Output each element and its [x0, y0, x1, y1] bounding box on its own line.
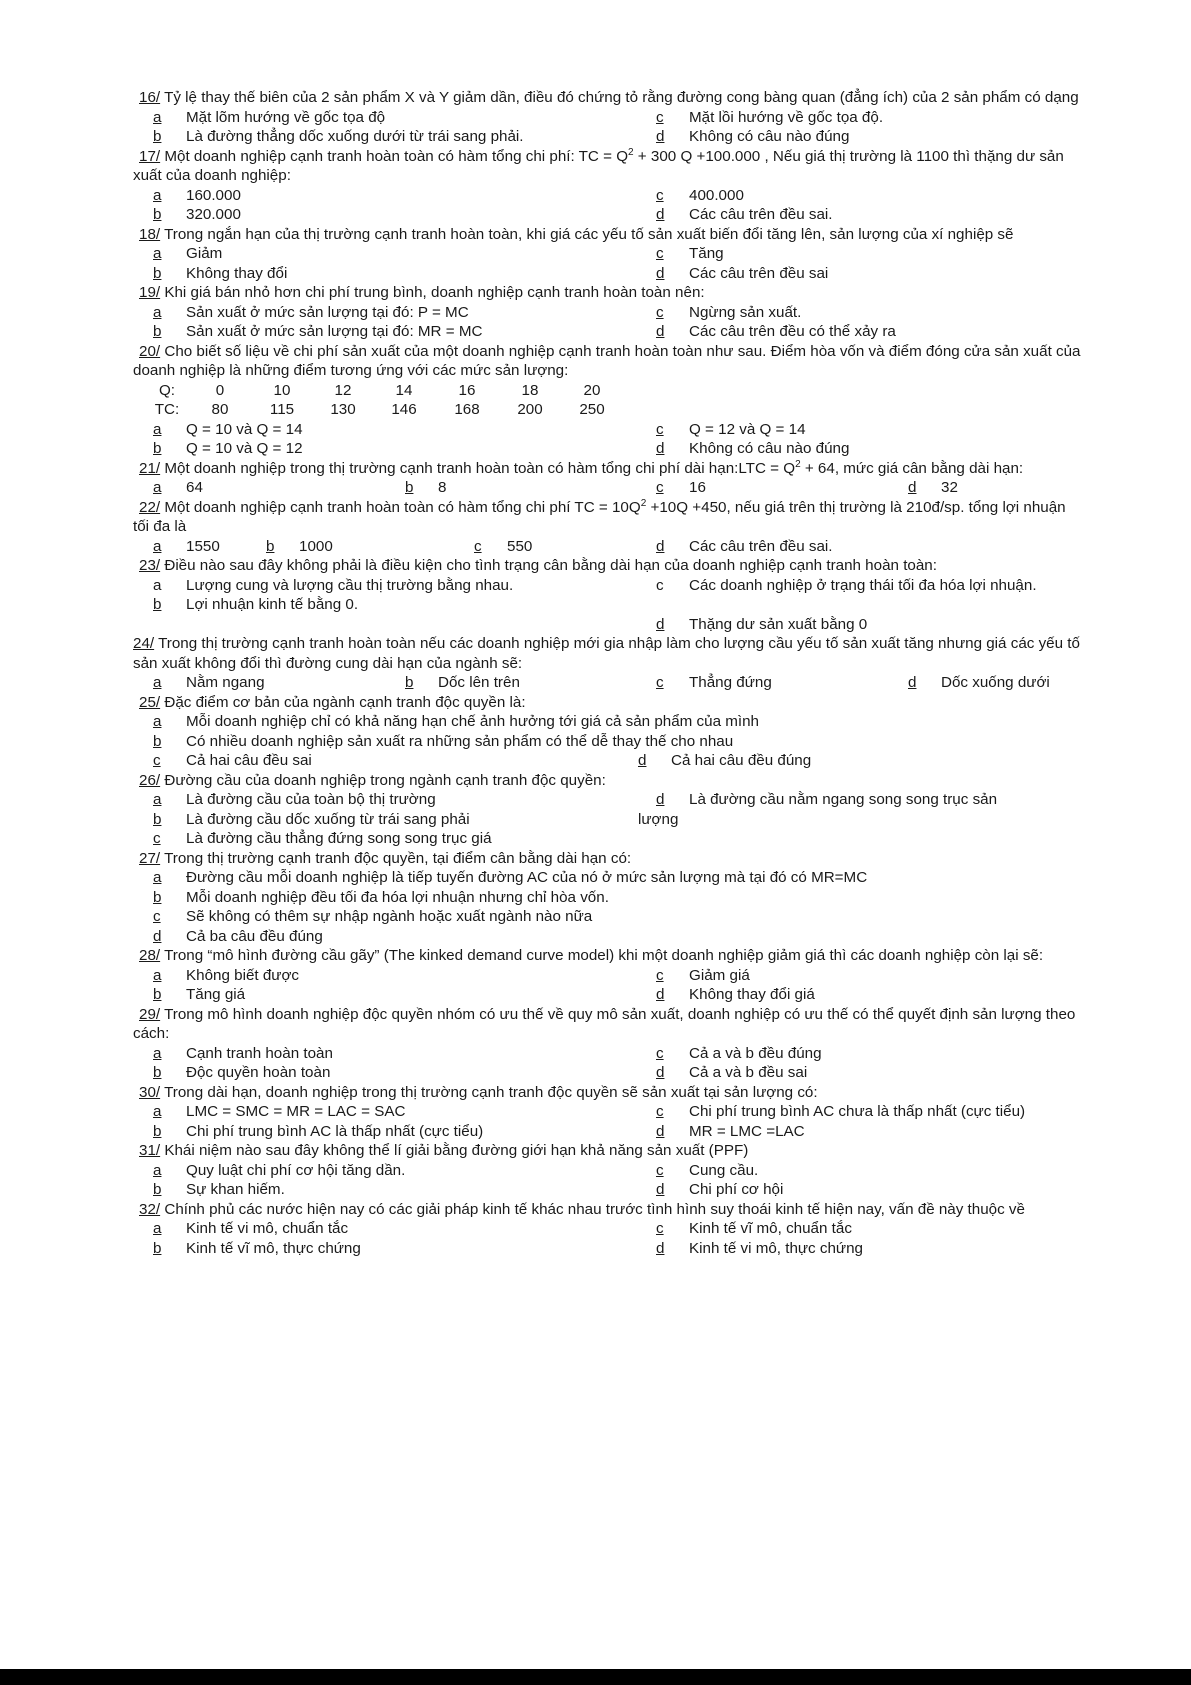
option-d[interactable]: d MR = LMC =LAC: [656, 1122, 805, 1140]
question-number: 18/: [139, 225, 161, 243]
option-c[interactable]: c Q = 12 và Q = 14: [656, 420, 806, 438]
question-stem: 30/ Trong dài hạn, doanh nghiệp trong thị trường cạnh tranh độc quyền sẽ sản xuất tại sản lượng có:: [139, 1083, 818, 1101]
question-number: 20/: [139, 342, 161, 360]
option-a[interactable]: a Mỗi doanh nghiệp chỉ có khả năng hạn chế ảnh hưởng tới giá cả sản phẩm của mình: [153, 713, 759, 730]
option-c[interactable]: c Mặt lồi hướng về gốc tọa độ.: [656, 108, 884, 126]
option-a[interactable]: a Giảm: [153, 245, 223, 262]
question-28: [133, 946, 1083, 1005]
option-d[interactable]: d Là đường cầu nằm ngang song song trục sản: [656, 791, 998, 808]
question-22: [133, 498, 1083, 557]
option-a[interactable]: a Kinh tế vi mô, chuẩn tắc: [153, 1220, 349, 1237]
option-c[interactable]: c Cả hai câu đều sai: [153, 752, 312, 769]
question-29: [133, 1005, 1083, 1083]
option-a[interactable]: a LMC = SMC = MR = LAC = SAC: [153, 1103, 406, 1120]
option-a[interactable]: a Mặt lõm hướng về gốc tọa độ: [153, 108, 386, 126]
option-b[interactable]: b Có nhiều doanh nghiệp sản xuất ra những sản phẩm có thể dễ thay thế cho nhau: [153, 732, 734, 750]
option-d[interactable]: d Chi phí cơ hội: [656, 1181, 784, 1198]
question-stem: 16/ Tỷ lệ thay thế biên của 2 sản phẩm X và Y giảm dần, điều đó chứng tỏ rằng đường cong bàng quan (đẳng ích) của 2 sản phẩm có dạng: [139, 89, 1079, 106]
question-26: [133, 771, 1083, 849]
option-b[interactable]: b Sản xuất ở mức sản lượng tại đó: MR = MC: [153, 323, 483, 340]
option-a[interactable]: a Là đường cầu của toàn bộ thị trường: [153, 791, 436, 808]
option-d[interactable]: d 32: [908, 479, 958, 496]
option-b[interactable]: b Tăng giá: [153, 986, 246, 1003]
question-number: 28/: [139, 947, 161, 964]
question-stem: 24/ Trong thị trường cạnh tranh hoàn toàn nếu các doanh nghiệp mới gia nhập làm cho lượng cầu yếu tố sản xuất tăng nhưng giá các yếu tố sản xuất không đổi thì đường cung dài hạn của ngành sẽ:: [133, 635, 1080, 672]
option-d[interactable]: d Cả ba câu đều đúng: [153, 927, 323, 945]
option-d[interactable]: d Không thay đổi giá: [656, 986, 815, 1003]
option-a[interactable]: a Nằm ngang: [153, 674, 265, 691]
option-d-wrap: lượng: [638, 810, 679, 828]
option-c[interactable]: c Sẽ không có thêm sự nhập ngành hoặc xuất ngành nào nữa: [153, 908, 593, 925]
option-d[interactable]: d Các câu trên đều sai.: [656, 537, 833, 555]
option-c[interactable]: c 400.000: [656, 186, 744, 204]
option-a[interactable]: a Quy luật chi phí cơ hội tăng dần.: [153, 1161, 406, 1179]
option-c[interactable]: c Cả a và b đều đúng: [656, 1044, 822, 1062]
exam-page: [133, 88, 1083, 1258]
question-stem: 20/ Cho biết số liệu về chi phí sản xuất của một doanh nghiệp cạnh tranh hoàn toàn như sau. Điểm hòa vốn và điểm đóng cửa sản xuất của doanh nghiệp là những điểm tương ứng với các mức sản lượng:: [133, 342, 1081, 379]
question-number: 27/: [139, 849, 161, 867]
option-b[interactable]: b Là đường thẳng dốc xuống dưới từ trái sang phải.: [153, 128, 524, 145]
table-row-tc: TC: 80 115 130 146 168 200 250: [154, 401, 605, 418]
question-number: 23/: [139, 557, 161, 574]
question-number: 16/: [139, 89, 161, 106]
option-c[interactable]: c Ngừng sản xuất.: [656, 303, 802, 321]
question-stem: 31/ Khái niệm nào sau đây không thể lí giải bằng đường giới hạn khả năng sản xuất (PPF): [139, 1142, 749, 1159]
question-stem: 23/ Điều nào sau đây không phải là điều kiện cho tình trạng cân bằng dài hạn của doanh nghiệp cạnh tranh hoàn toàn:: [139, 557, 937, 574]
question-19: [133, 283, 1083, 342]
option-c[interactable]: c 550: [474, 537, 533, 555]
question-17: [133, 147, 1083, 225]
question-number: 30/: [139, 1083, 161, 1101]
option-a[interactable]: a Đường cầu mỗi doanh nghiệp là tiếp tuyến đường AC của nó ở mức sản lượng mà tại đó có MR=MC: [153, 869, 868, 886]
option-a[interactable]: a Sản xuất ở mức sản lượng tại đó: P = MC: [153, 303, 469, 321]
question-21: [133, 459, 1083, 498]
option-b[interactable]: b 1000: [266, 537, 333, 555]
option-b[interactable]: b Không thay đổi: [153, 264, 288, 282]
option-c[interactable]: c 16: [656, 479, 706, 496]
option-c[interactable]: c Tăng: [656, 245, 724, 262]
question-stem: 29/ Trong mô hình doanh nghiệp độc quyền nhóm có ưu thế về quy mô sản xuất, doanh nghiệp có ưu thế có thể quyết định sản lượng theo cách:: [133, 1005, 1076, 1042]
question-stem: 26/ Đường cầu của doanh nghiệp trong ngành cạnh tranh độc quyền:: [139, 771, 606, 789]
question-18: [133, 225, 1083, 284]
question-number: 31/: [139, 1142, 161, 1159]
question-27: [133, 849, 1083, 947]
page-bottom-rule: [0, 1669, 1191, 1685]
option-c[interactable]: c Thẳng đứng: [656, 674, 772, 691]
question-24: [133, 634, 1083, 693]
option-a[interactable]: a Q = 10 và Q = 14: [153, 420, 303, 438]
option-a[interactable]: a Lượng cung và lượng cầu thị trường bằng nhau.: [153, 576, 514, 594]
question-number: 22/: [139, 498, 161, 516]
option-c[interactable]: c Cung cầu.: [656, 1161, 759, 1179]
option-a[interactable]: a Cạnh tranh hoàn toàn: [153, 1044, 333, 1062]
question-stem: 27/ Trong thị trường cạnh tranh độc quyền, tại điểm cân bằng dài hạn có:: [139, 849, 632, 867]
option-d[interactable]: d Các câu trên đều có thể xảy ra: [656, 323, 896, 340]
question-number: 19/: [139, 284, 161, 301]
option-b[interactable]: b Mỗi doanh nghiệp đều tối đa hóa lợi nhuận nhưng chỉ hòa vốn.: [153, 888, 609, 906]
option-a[interactable]: a Không biết được: [153, 966, 300, 984]
option-b[interactable]: b Lợi nhuận kinh tế bằng 0.: [153, 596, 359, 613]
option-d[interactable]: d Dốc xuống dưới: [908, 674, 1050, 691]
option-d[interactable]: d Kinh tế vi mô, thực chứng: [656, 1239, 863, 1257]
question-number: 21/: [139, 459, 161, 477]
question-stem: 22/ Một doanh nghiệp cạnh tranh hoàn toàn có hàm tổng chi phí TC = $10Q^2 +10Q +450$, nếu giá trên thị trường là 210đ/sp. tổng lợi nhuận tối đa là: [133, 497, 1066, 535]
question-number: 17/: [139, 147, 161, 165]
question-number: 24/: [133, 635, 155, 652]
option-a[interactable]: a 64: [153, 479, 203, 496]
question-number: 32/: [139, 1200, 161, 1218]
question-20: [133, 342, 1083, 459]
question-number: 26/: [139, 771, 161, 789]
option-d[interactable]: d Thặng dư sản xuất bằng 0: [656, 615, 868, 633]
option-d[interactable]: d Các câu trên đều sai: [656, 264, 829, 282]
option-b[interactable]: b Dốc lên trên: [405, 674, 520, 691]
option-b[interactable]: b Sự khan hiếm.: [153, 1181, 285, 1198]
option-b[interactable]: b 8: [405, 479, 447, 496]
question-stem: 21/ Một doanh nghiệp trong thị trường cạnh tranh hoàn toàn có hàm tổng chi phí dài hạn:LTC = $Q^2 + 64$, mức giá cân bằng dài hạn:: [139, 458, 1024, 477]
question-stem: 19/ Khi giá bán nhỏ hơn chi phí trung bình, doanh nghiệp cạnh tranh hoàn toàn nên:: [139, 284, 705, 301]
question-16: [133, 88, 1083, 147]
option-c[interactable]: c Kinh tế vĩ mô, chuẩn tắc: [656, 1220, 852, 1237]
question-25: [133, 693, 1083, 771]
option-b[interactable]: b Kinh tế vĩ mô, thực chứng: [153, 1239, 361, 1257]
option-a[interactable]: a 1550: [153, 537, 220, 555]
option-d[interactable]: d Các câu trên đều sai.: [656, 206, 833, 223]
question-stem: 18/ Trong ngắn hạn của thị trường cạnh tranh hoàn toàn, khi giá các yếu tố sản xuất biến đổi tăng lên, sản lượng của xí nghiệp sẽ: [139, 225, 1014, 243]
question-stem: 32/ Chính phủ các nước hiện nay có các giải pháp kinh tế khác nhau trước tình hình suy thoái kinh tế hiện nay, vấn đề này thuộc về: [139, 1200, 1025, 1218]
option-a[interactable]: a 160.000: [153, 186, 241, 204]
question-number: 29/: [139, 1005, 161, 1023]
option-d[interactable]: d Cả hai câu đều đúng: [638, 752, 812, 769]
option-b[interactable]: b Độc quyền hoàn toàn: [153, 1064, 331, 1081]
question-31: [133, 1141, 1083, 1200]
question-stem: 25/ Đặc điểm cơ bản của ngành cạnh tranh độc quyền là:: [139, 693, 526, 711]
option-c[interactable]: c Các doanh nghiệp ở trạng thái tối đa hóa lợi nhuận.: [656, 576, 1037, 594]
cost-table: [145, 381, 623, 420]
option-d[interactable]: d Không có câu nào đúng: [656, 440, 850, 457]
question-number: 25/: [139, 693, 161, 711]
option-c[interactable]: c Giảm giá: [656, 966, 750, 984]
option-b[interactable]: b Chi phí trung bình AC là thấp nhất (cực tiểu): [153, 1122, 484, 1140]
option-c[interactable]: c Là đường cầu thẳng đứng song song trục giá: [153, 830, 492, 847]
option-b[interactable]: b 320.000: [153, 206, 241, 223]
option-b[interactable]: b Là đường cầu dốc xuống từ trái sang phải: [153, 810, 470, 828]
question-30: [133, 1083, 1083, 1142]
question-32: [133, 1200, 1083, 1259]
option-d[interactable]: d Không có câu nào đúng: [656, 128, 850, 145]
option-c[interactable]: c Chi phí trung bình AC chưa là thấp nhất (cực tiểu): [656, 1103, 1026, 1120]
option-d[interactable]: d Cả a và b đều sai: [656, 1064, 808, 1081]
question-stem: 28/ Trong “mô hình đường cầu gãy” (The kinked demand curve model) khi một doanh nghiệp giảm giá thì các doanh nghiệp còn lại sẽ:: [139, 947, 1044, 964]
table-row-q: Q: 0 10 12 14 16 18 20: [158, 381, 601, 399]
question-23: [133, 556, 1083, 634]
option-b[interactable]: b Q = 10 và Q = 12: [153, 440, 303, 457]
question-stem: 17/ Một doanh nghiệp cạnh tranh hoàn toàn có hàm tổng chi phí: TC = $Q^2 + 300$ Q +100.000 , Nếu giá thị trường là 1100 thì thặng dư sản xuất của doanh nghiệp:: [133, 146, 1064, 184]
